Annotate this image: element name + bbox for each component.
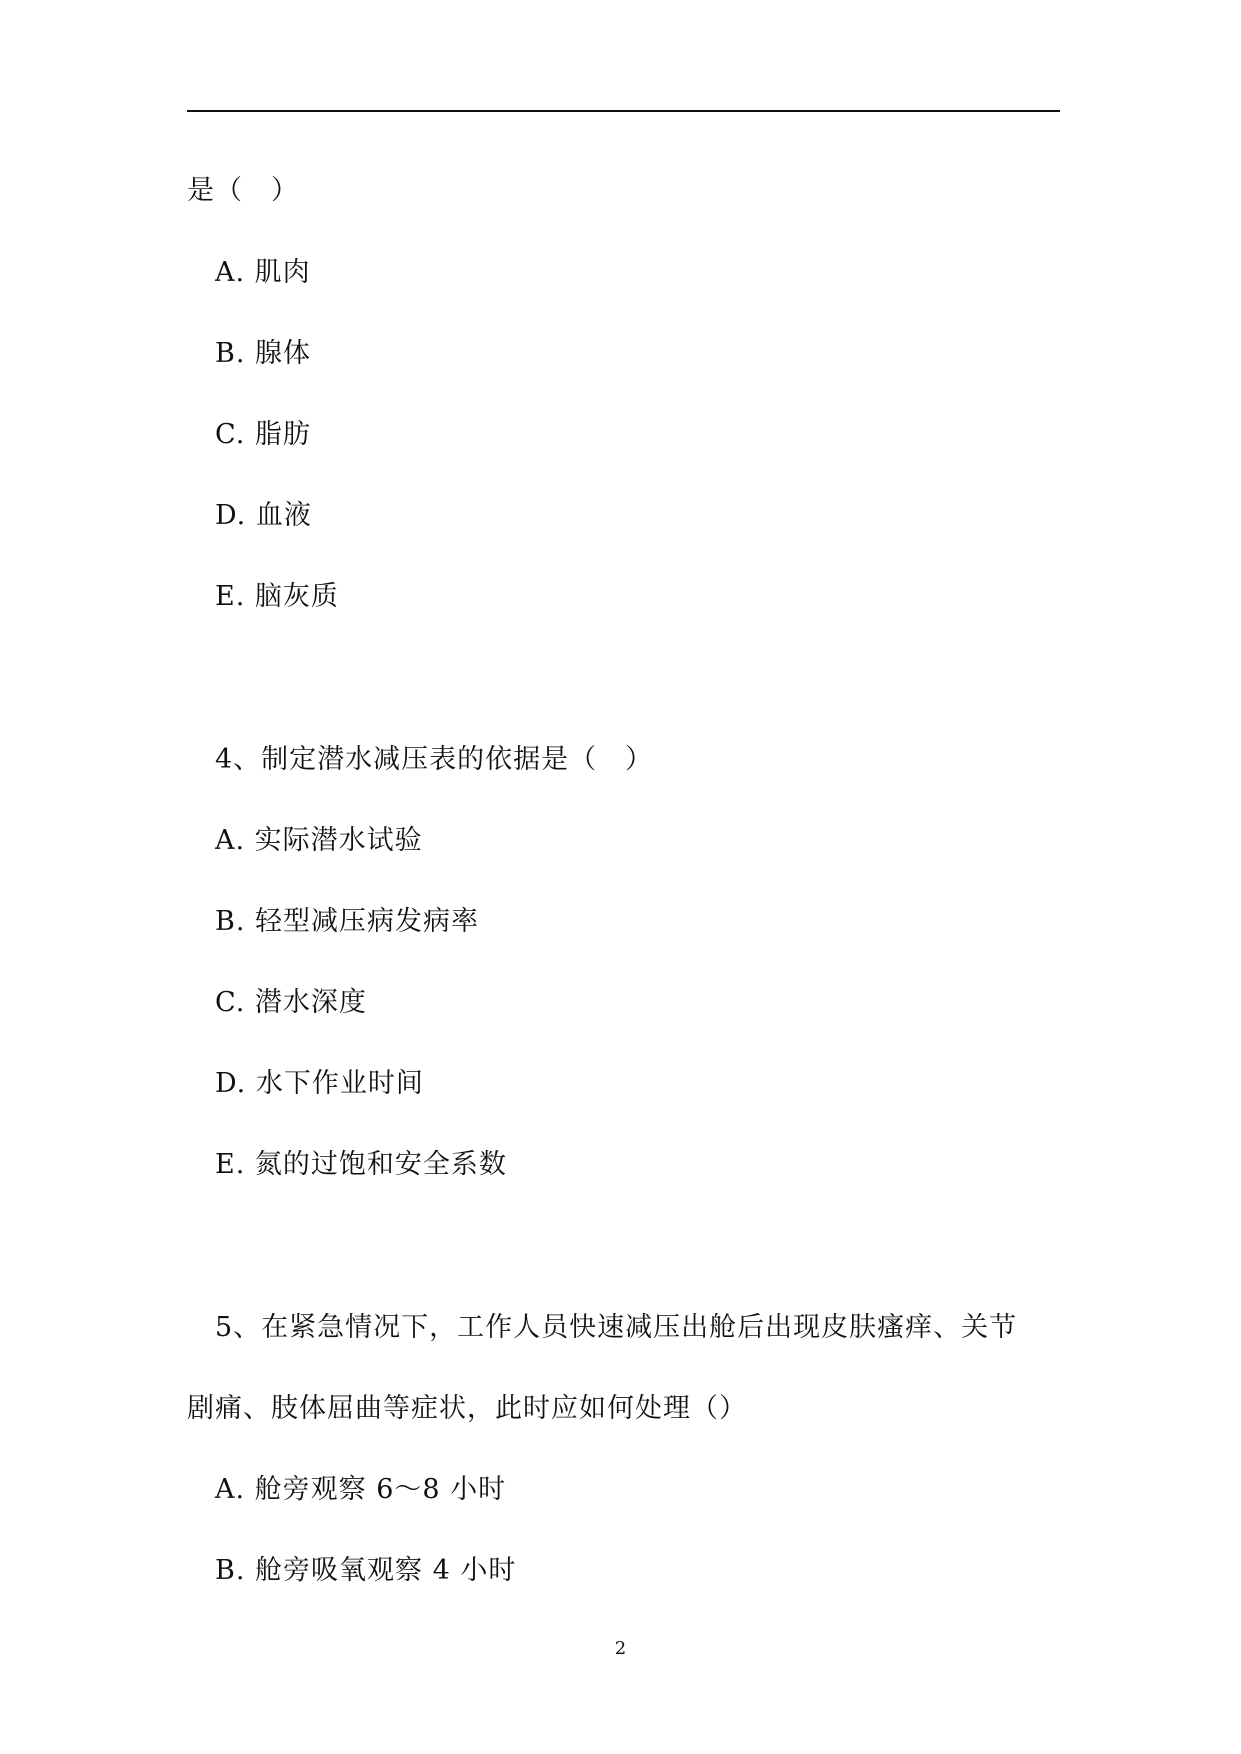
q5-stem-line1: 5、在紧急情况下，工作人员快速减压出舱后出现皮肤瘙痒、关节 (215, 1312, 1018, 1343)
q4-option-d: D. 水下作业时间 (215, 1068, 424, 1099)
q3-stem-tail: 是（ ） (187, 175, 299, 206)
header-rule (187, 110, 1060, 112)
q4-option-c: C. 潜水深度 (215, 987, 367, 1018)
q4-option-e: E. 氮的过饱和安全系数 (215, 1149, 507, 1180)
page-number: 2 (614, 1638, 627, 1659)
q3-option-b: B. 腺体 (215, 338, 312, 369)
q5-stem-line2: 剧痛、肢体屈曲等症状，此时应如何处理（） (187, 1393, 747, 1424)
q4-option-a: A. 实际潜水试验 (215, 825, 423, 856)
q3-option-c: C. 脂肪 (215, 419, 311, 450)
q3-option-d: D. 血液 (215, 500, 312, 531)
q4-option-b: B. 轻型减压病发病率 (215, 906, 480, 937)
q4-stem: 4、制定潜水减压表的依据是（ ） (215, 744, 654, 775)
q5-option-a: A. 舱旁观察 6～8 小时 (215, 1474, 507, 1505)
q3-option-a: A. 肌肉 (215, 257, 311, 288)
q3-option-e: E. 脑灰质 (215, 581, 339, 612)
q5-option-b: B. 舱旁吸氧观察 4 小时 (215, 1555, 517, 1586)
